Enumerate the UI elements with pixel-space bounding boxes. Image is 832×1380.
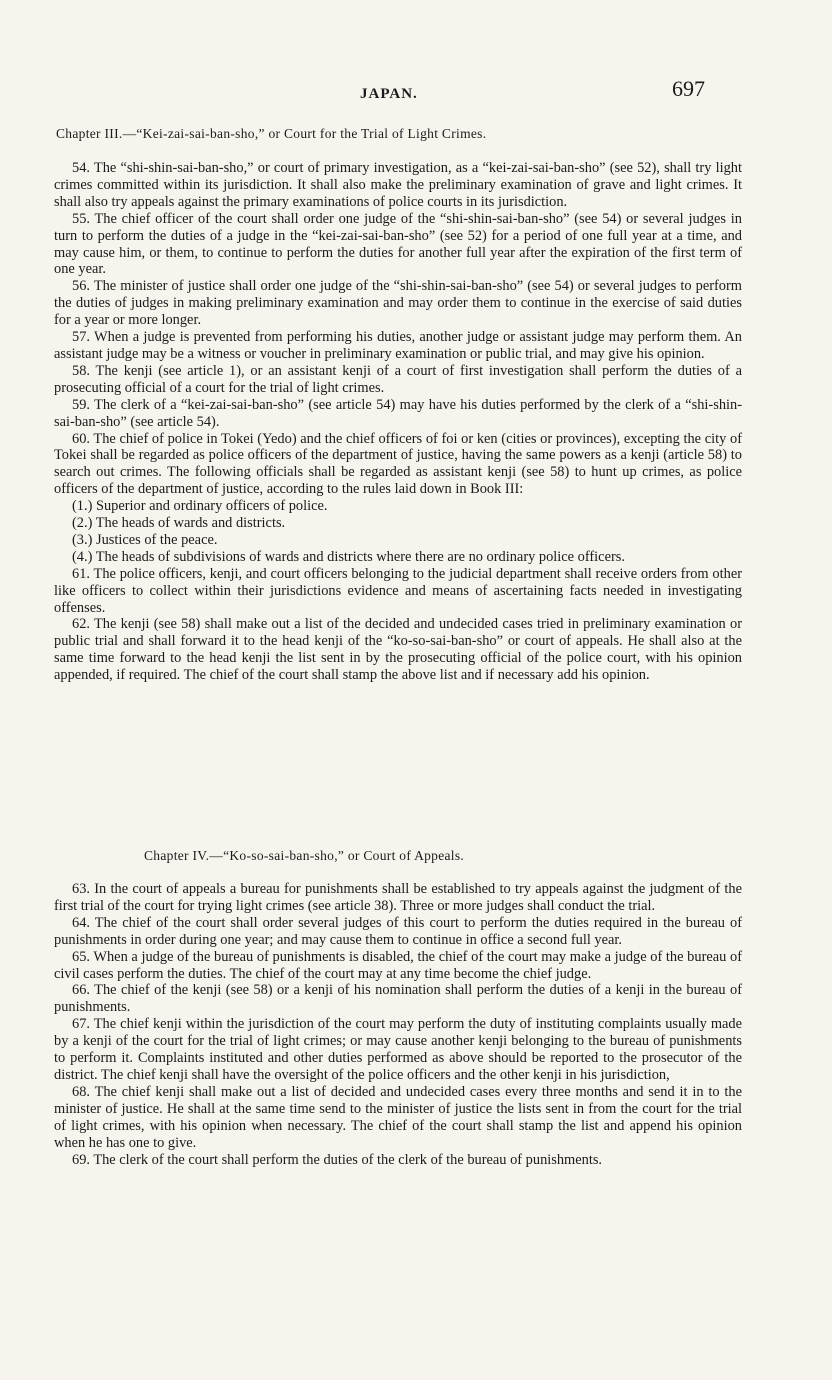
chapter-4-body <box>54 881 742 1168</box>
page-number: 697 <box>672 76 705 101</box>
running-title: JAPAN. <box>360 86 418 102</box>
article-69: 69. The clerk of the court shall perform the duties of the clerk of the bureau of punishments. <box>72 1151 603 1168</box>
article-62: 62. The kenji (see 58) shall make out a list of the decided and undecided cases tried in preliminary examination or public trial and shall forward it to the head kenji of the “ko-so-sai-ban-sho” or court of appeals. He shall also at the same time forward to the head kenji the list sent in by the prosecuting official of the police court, with his opinion appended, if required. The chief of the court shall stamp the above list and if necessary add his opinion. <box>54 616 742 684</box>
list-item: (3.) Justices of the peace. <box>72 531 218 548</box>
article-54: 54. The “shi-shin-sai-ban-sho,” or court of primary investigation, as a “kei-zai-sai-ban-sho” (see 52), shall try light crimes committed within its jurisdiction. It shall also make the preliminary examination of grave and light crimes. It shall also try appeals against the primary examinations of police courts in its jurisdiction. <box>54 160 742 210</box>
list-item: (2.) The heads of wards and districts. <box>72 515 286 532</box>
article-68: 68. The chief kenji shall make out a list of decided and undecided cases every three months and send it in to the minister of justice. He shall at the same time send to the minister of justice the lists sent in from the court for the trial of light crimes, with his opinion when necessary. The chief of the court shall stamp the list and append his opinion when he has one to give. <box>54 1083 742 1151</box>
article-55: 55. The chief officer of the court shall order one judge of the “shi-shin-sai-ban-sho” (see 54) or several judges in turn to perform the duties of a judge in the “kei-zai-sai-ban-sho” (see 52) for a period of one full year at a time, and may cause him, or them, to continue to perform the duties for another full year after the expiration of the first term of one year. <box>54 210 742 278</box>
article-60: 60. The chief of police in Tokei (Yedo) and the chief officers of foi or ken (cities or provinces), excepting the city of Tokei shall be regarded as police officers of the department of justice, having the same powers as a kenji (article 58) to search out crimes. The following officials shall be regarded as assistant kenji (see 58) to hunt up crimes, as police officers of the department of justice, according to the rules laid down in Book III: <box>54 430 742 498</box>
article-63: 63. In the court of appeals a bureau for punishments shall be established to try appeals against the judgment of the first trial of the court for trying light crimes (see article 38). Three or more judges shall conduct the trial. <box>54 881 742 914</box>
list-item: (1.) Superior and ordinary officers of police. <box>72 498 328 515</box>
article-65: 65. When a judge of the bureau of punishments is disabled, the chief of the court may make a judge of the bureau of civil cases perform the duties. The chief of the court may at any time become the chief judge. <box>54 948 742 982</box>
article-56: 56. The minister of justice shall order one judge of the “shi-shin-sai-ban-sho” (see 54) or several judges to perform the duties of judges in making preliminary examination and may order them to continue in the exercise of said duties for a year or more longer. <box>54 278 742 329</box>
chapter-heading-4: Chapter IV.—“Ko-so-sai-ban-sho,” or Court of Appeals. <box>144 848 465 863</box>
article-59: 59. The clerk of a “kei-zai-sai-ban-sho” (see article 54) may have his duties performed by the clerk of a “shi-shin-sai-ban-sho” (see article 54). <box>54 396 742 430</box>
article-58: 58. The kenji (see article 1), or an assistant kenji of a court of first investigation shall perform the duties of a prosecuting official of a court for the trial of light crimes. <box>54 362 742 396</box>
list-item: (4.) The heads of subdivisions of wards and districts where there are no ordinary police officers. <box>72 548 625 565</box>
article-64: 64. The chief of the court shall order several judges of this court to perform the duties required in the bureau of punishments in order during one year; and may cause them to continue in office a second full year. <box>54 914 742 948</box>
article-66: 66. The chief of the kenji (see 58) or a kenji of his nomination shall perform the duties of a kenji in the bureau of punishments. <box>54 982 742 1016</box>
article-61: 61. The police officers, kenji, and court officers belonging to the judicial department shall receive orders from other like officers to collect within their jurisdictions evidence and means of ascertaining facts needed in investigating offenses. <box>54 565 742 616</box>
chapter-3-body <box>54 160 742 684</box>
article-57: 57. When a judge is prevented from performing his duties, another judge or assistant judge may perform them. An assistant judge may be a witness or voucher in preliminary examination or public trial, and may give his opinion. <box>54 329 742 362</box>
article-67: 67. The chief kenji within the jurisdiction of the court may perform the duty of instituting complaints usually made by a kenji of the court for the trial of light crimes; or may cause another kenji belonging to the bureau of punishments to perform it. Complaints instituted and other duties performed as above should be reported to the prosecutor of the district. The chief kenji shall have the oversight of the police officers and the other kenji in his jurisdiction, <box>54 1016 742 1083</box>
chapter-heading-3: Chapter III.—“Kei-zai-sai-ban-sho,” or Court for the Trial of Light Crimes. <box>56 126 487 141</box>
